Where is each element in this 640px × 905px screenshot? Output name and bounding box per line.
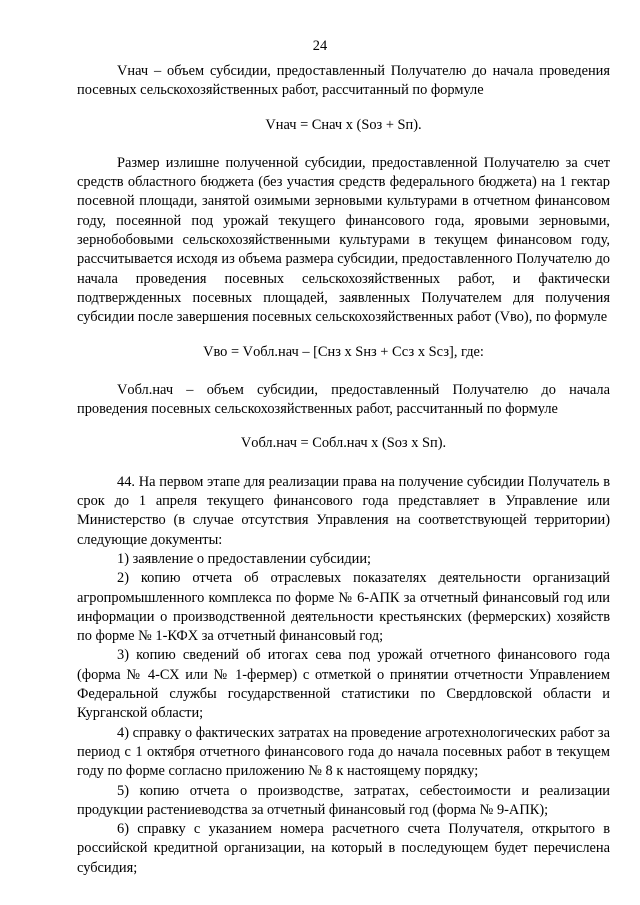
- paragraph: Vобл.нач – объем субсидии, предоставленный Получателю до начала проведения посевных сельскохозяйственных работ, рассчитанный по формуле: [77, 381, 610, 418]
- list-item: 3) копию сведений об итогах сева под урожай отчетного финансового года (форма № 4-СХ или № 1-фермер) с отметкой о принятии отчетности Управлением Федеральной службы государственной статистики по Свердловской области и Курганской области;: [77, 647, 610, 722]
- paragraph: 44. На первом этапе для реализации права на получение субсидии Получатель в срок до 1 апреля текущего финансового года представляет в Управление или Министерство (в случае отсутствия Управления на соответствующей территории) следующие документы:: [77, 473, 610, 548]
- paragraph: Vнач – объем субсидии, предоставленный Получателю до начала проведения посевных сельскохозяйственных работ, рассчитанный по формуле: [77, 63, 610, 99]
- list-item: 2) копию отчета об отраслевых показателях деятельности организаций агропромышленного комплекса по форме № 6-АПК за отчетный финансовый год или информации о производственной деятельности крестьянских (фермерских) хозяйств по форме № 1-КФХ за отчетный финансовый год;: [77, 570, 610, 645]
- formula: Vво = Vобл.нач – [Снз x Sнз + Ссз x Sсз], где:: [203, 343, 484, 360]
- list-item: 6) справку с указанием номера расчетного счета Получателя, открытого в российской кредитной организации, на который в последующем будет перечислена субсидия;: [77, 821, 610, 876]
- list-item: 4) справку о фактических затратах на проведение агротехнологических работ за период с 1 октября отчетного финансового года до начала посевных работ в текущем году по форме согласно приложению № 8 к настоящему порядку;: [77, 724, 610, 780]
- document-body: [77, 62, 610, 878]
- list-item: 5) копию отчета о производстве, затратах, себестоимости и реализации продукции растениеводства за отчетный финансовый год (форма № 9-АПК);: [77, 782, 610, 818]
- formula: Vнач = Снач x (Sоз + Sп).: [265, 116, 422, 133]
- formula: Vобл.нач = Собл.нач x (Sоз x Sп).: [240, 435, 447, 452]
- page-number: 24: [312, 38, 328, 54]
- paragraph: Размер излишне полученной субсидии, предоставленной Получателю за счет средств областного бюджета (без участия средств федерального бюджета) на 1 гектар посевной площади, занятой озимыми зерновыми культурами в отчетном финансовом году, посеянной под урожай текущего финансового года, яровыми зерновыми, зернобобовыми сельскохозяйственными культурами в текущем финансовом году, рассчитывается исходя из объема размера субсидии, предоставленного Получателю до начала проведения посевных сельскохозяйственных работ, и фактически подтвержденных посевных площадей, заявленных Получателем для получения субсидии после завершения посевных сельскохозяйственных работ (Vво), по формуле: [77, 154, 610, 326]
- list-item: 1) заявление о предоставлении субсидии;: [117, 550, 372, 567]
